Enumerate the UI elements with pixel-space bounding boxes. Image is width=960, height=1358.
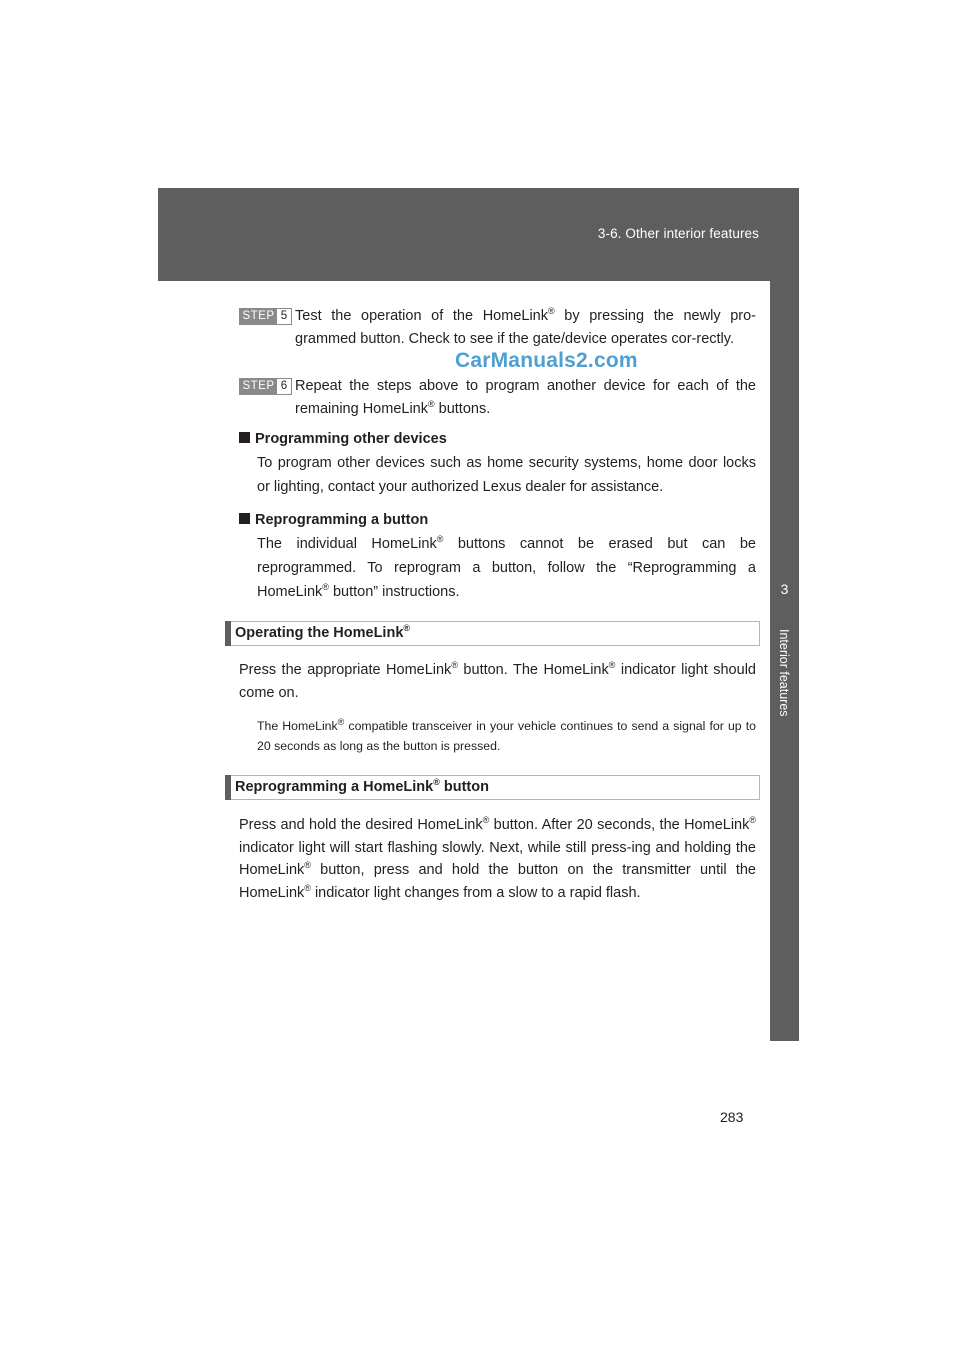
text-part: indicator light changes from a slow to a rapid flash.: [310, 884, 641, 901]
chapter-number: 3: [780, 581, 789, 597]
text-part: indicator light should come on.: [239, 662, 756, 701]
chapter-side-tab: [770, 281, 799, 1041]
heading-text: [235, 622, 410, 645]
text-part: Press the appropriate HomeLink: [239, 662, 452, 678]
watermark: CarManuals2.com: [455, 349, 638, 372]
text-part: indicator light will start flashing slowly. Next, while still press-ing and holding the HomeLink: [239, 839, 756, 878]
text-part: button” instructions.: [328, 584, 460, 600]
subsection-title-text: Reprogramming a button: [255, 512, 429, 528]
section-heading-operating: [225, 621, 760, 646]
registered-mark: ®: [436, 534, 444, 545]
heading-text-part: Reprogramming a HomeLink: [235, 779, 434, 795]
registered-mark: ®: [304, 882, 311, 893]
step-badge: [239, 378, 292, 395]
heading-text-part: Operating the HomeLink: [235, 625, 404, 641]
subsection-title-text: Programming other devices: [255, 431, 447, 447]
subsection-reprogramming-a-button: [239, 508, 756, 604]
registered-mark: ®: [608, 660, 616, 671]
chapter-label-wrap: [770, 629, 799, 759]
step-badge-label: STEP: [240, 309, 277, 324]
text-part: button, press and hold the button on the transmitter until the HomeLink: [239, 862, 756, 901]
text-part: button. The HomeLink: [457, 662, 609, 678]
subsection-programming-other-devices: [239, 427, 756, 499]
step-text: [295, 375, 756, 420]
text-part: The individual HomeLink: [257, 536, 437, 552]
registered-mark: ®: [304, 860, 311, 871]
heading-text-part: button: [439, 779, 489, 795]
step-6: [239, 375, 759, 425]
registered-mark: ®: [749, 815, 757, 826]
operating-paragraph: [239, 659, 756, 704]
registered-mark: ®: [547, 306, 555, 317]
step-text-part: buttons.: [434, 400, 491, 417]
registered-mark: ®: [337, 716, 345, 727]
operating-note: [257, 716, 756, 756]
text-part: Press and hold the desired HomeLink: [239, 817, 483, 833]
step-text-part: by pressing the newly pro-grammed button. Check to see if the gate/device operates cor-rectly.: [295, 308, 756, 347]
square-bullet-icon: [239, 432, 250, 443]
step-text: [295, 305, 756, 350]
subsection-title: [239, 427, 756, 451]
subsection-text: [239, 532, 756, 604]
text-part: buttons cannot be erased but can be reprogrammed. To reprogram a button, follow the “Reprogramming a HomeLink: [257, 536, 756, 600]
registered-mark: ®: [451, 660, 458, 671]
step-text-part: Repeat the steps above to program another device for each of the remaining HomeLink: [295, 378, 756, 417]
reprogramming-paragraph: [239, 814, 756, 904]
step-text-part: Test the operation of the HomeLink: [295, 308, 548, 324]
heading-accent-bar: [225, 775, 231, 800]
step-badge: [239, 308, 292, 325]
step-badge-number: 6: [277, 379, 291, 394]
step-badge-number: 5: [277, 309, 291, 324]
step-5: [239, 305, 759, 375]
square-bullet-icon: [239, 513, 250, 524]
heading-accent-bar: [225, 621, 231, 646]
subsection-text: To program other devices such as home security systems, home door locks or lighting, contact your authorized Lexus dealer for assistance.: [257, 455, 756, 495]
text-part: The HomeLink: [257, 719, 338, 733]
text-part: button. After 20 seconds, the HomeLink: [489, 817, 750, 833]
section-title: 3-6. Other interior features: [597, 226, 759, 241]
registered-mark: ®: [403, 623, 411, 634]
registered-mark: ®: [433, 777, 440, 788]
registered-mark: ®: [427, 398, 435, 409]
section-header-bar: [158, 188, 799, 281]
subsection-title: [239, 508, 756, 532]
text-part: compatible transceiver in your vehicle continues to send a signal for up to 20 seconds as long as the button is pressed.: [257, 719, 756, 753]
registered-mark: ®: [322, 582, 329, 593]
step-badge-label: STEP: [240, 379, 277, 394]
chapter-label: Interior features: [776, 629, 791, 717]
registered-mark: ®: [482, 815, 490, 826]
page-number: 283: [720, 1109, 744, 1125]
heading-text: [235, 776, 489, 799]
section-heading-reprogramming: [225, 775, 760, 800]
